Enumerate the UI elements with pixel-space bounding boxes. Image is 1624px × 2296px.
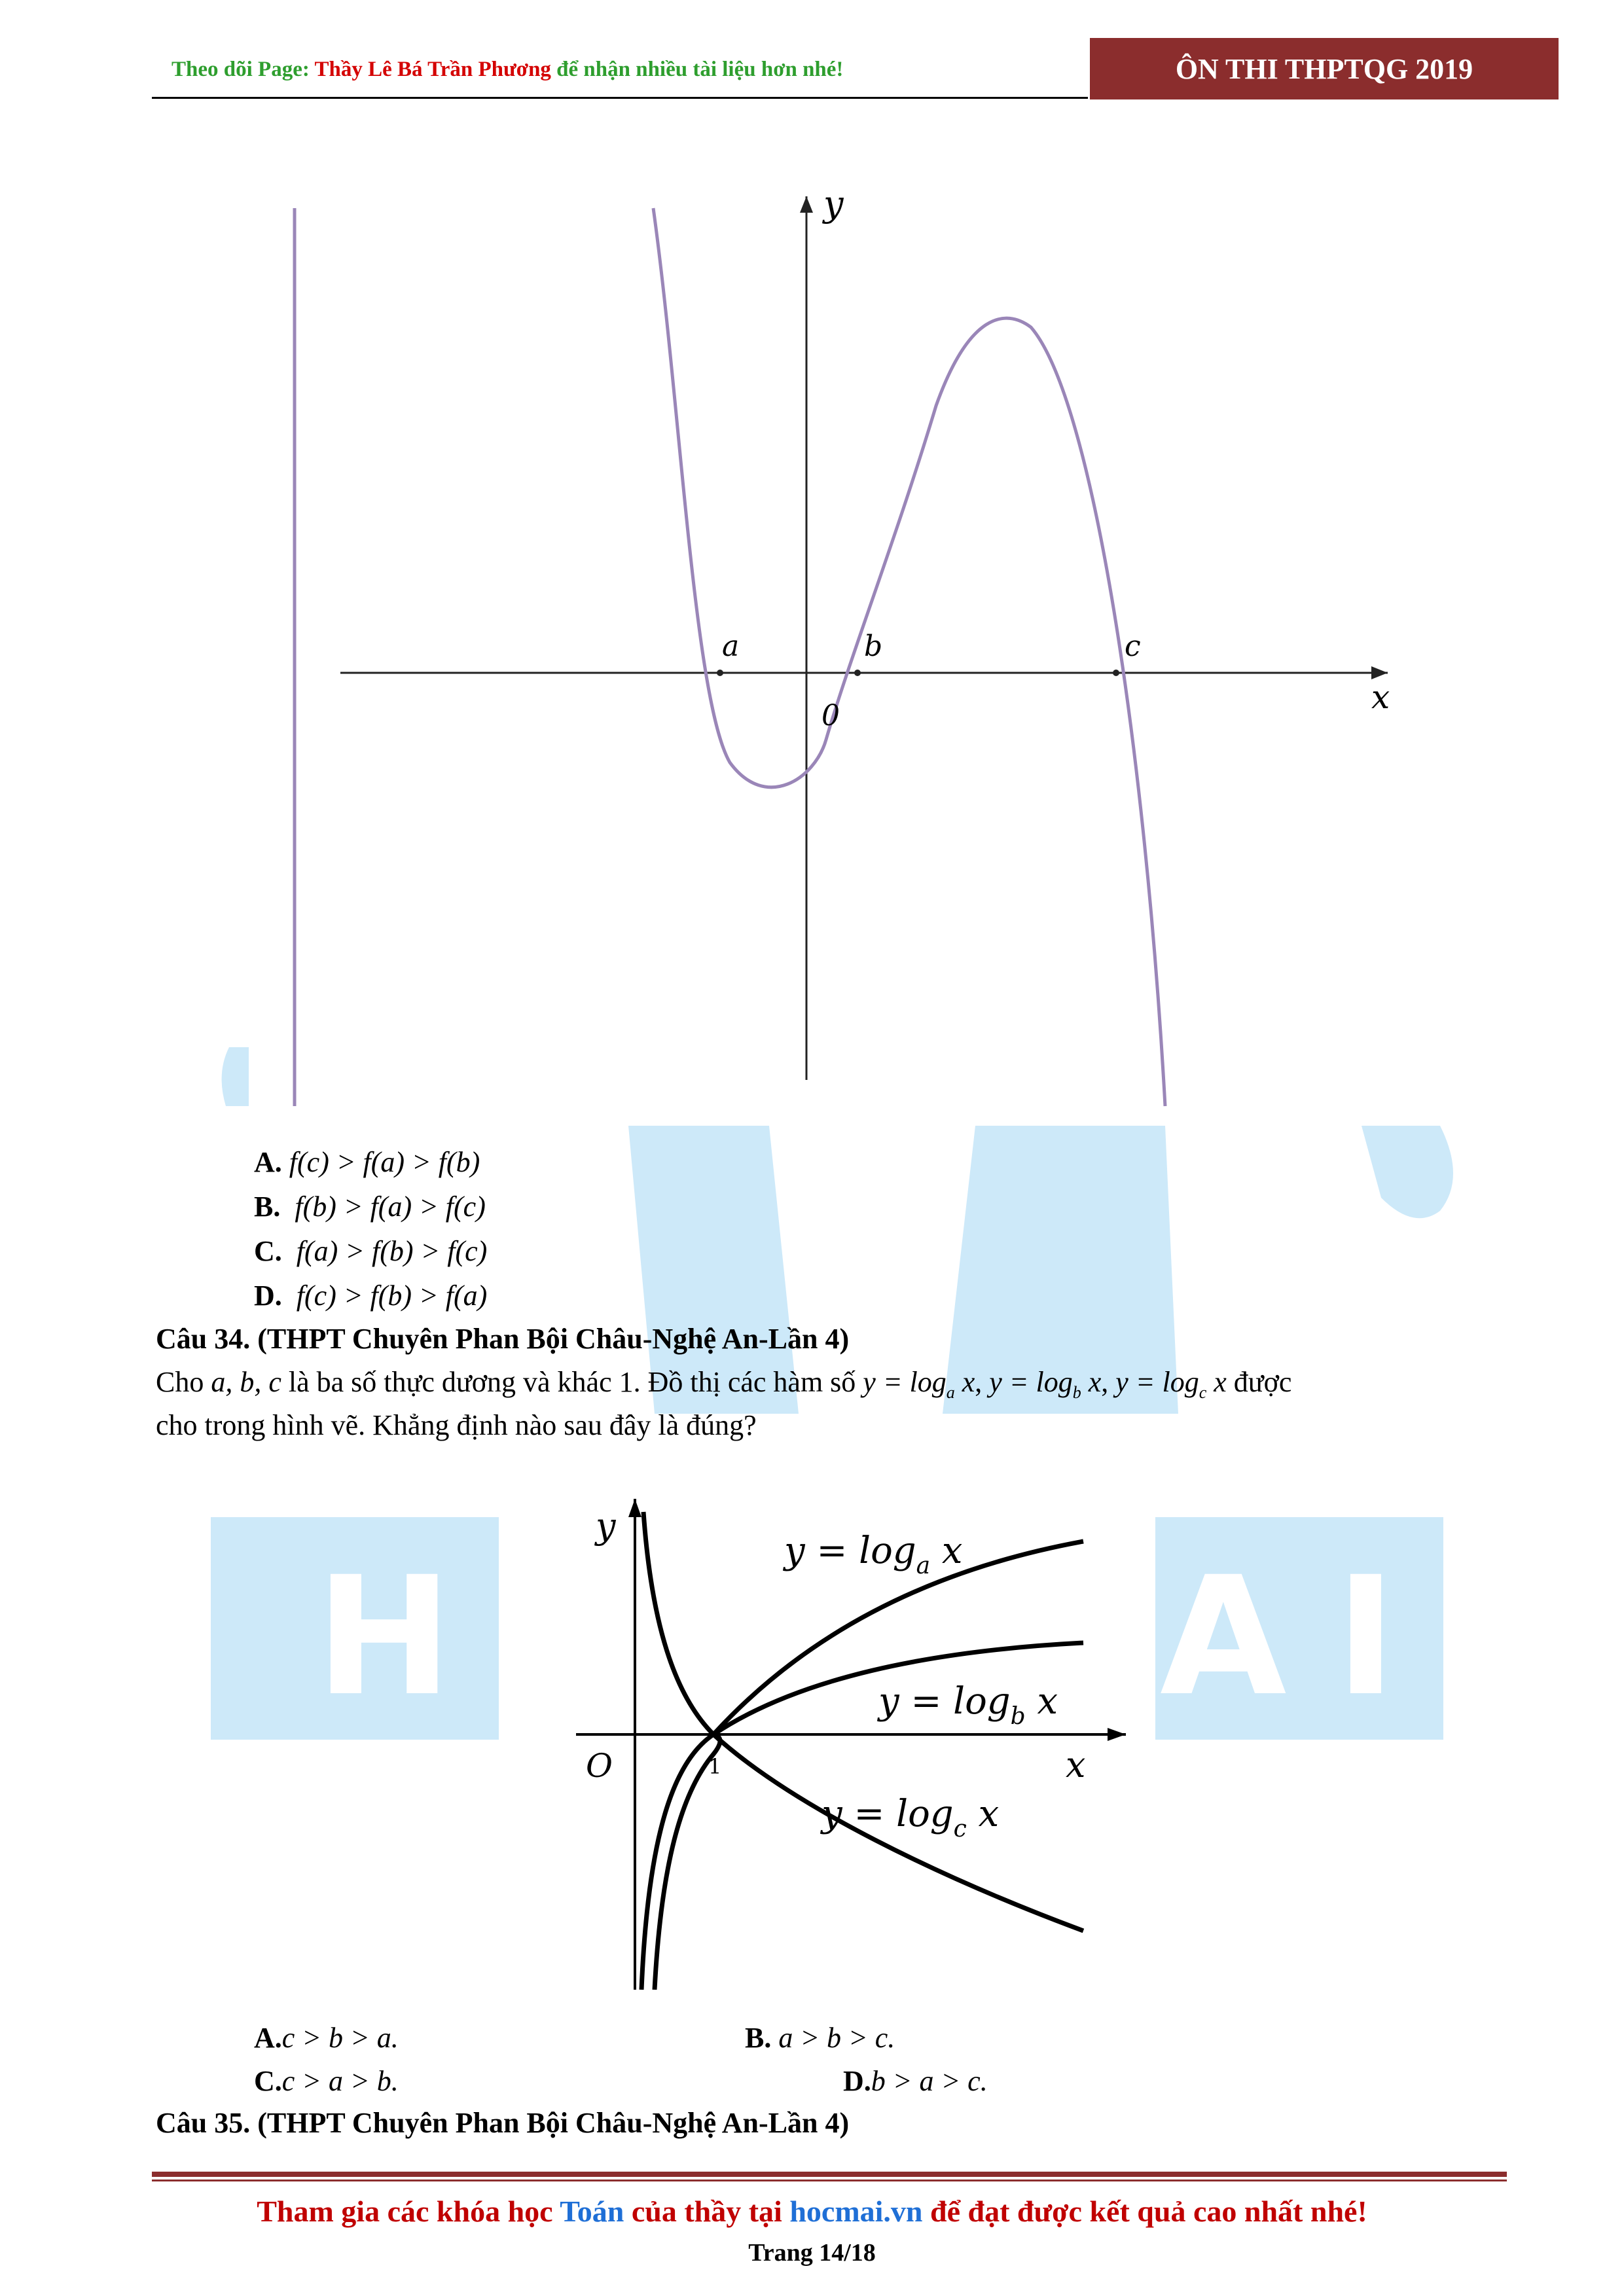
footer-text-2: của thầy tại bbox=[624, 2195, 790, 2228]
q34-option-d bbox=[843, 2064, 988, 2098]
watermark-letter-i: I bbox=[1335, 1541, 1397, 1732]
q34-base-c: c bbox=[1199, 1382, 1207, 1402]
footer-promo bbox=[0, 2194, 1624, 2229]
footer-text-3: để đạt được kết quả cao nhất nhé! bbox=[922, 2195, 1367, 2228]
q34-option-b-letter: B. bbox=[745, 2022, 772, 2054]
q33-option-c-letter: C. bbox=[254, 1235, 282, 1267]
label-log-a-prefix: y = log bbox=[784, 1530, 916, 1572]
q34-option-c bbox=[254, 2064, 399, 2098]
label-log-b bbox=[876, 1680, 1058, 1730]
origin-label: O bbox=[586, 1747, 613, 1785]
q34-func-c-arg: x bbox=[1206, 1366, 1227, 1398]
x-axis-arrow bbox=[1108, 1728, 1126, 1741]
label-log-b-arg: x bbox=[1025, 1680, 1058, 1723]
watermark-letter-a: A bbox=[1160, 1541, 1287, 1732]
q35-title: Câu 35. (THPT Chuyên Phan Bội Châu-Nghệ An-Lần 4) bbox=[156, 2107, 850, 2139]
label-log-b-base: b bbox=[1010, 1703, 1026, 1730]
y-axis-label: y bbox=[596, 1505, 616, 1547]
q34-option-d-text: b > a > c. bbox=[871, 2065, 988, 2097]
q33-option-a-text: f(c) > f(a) > f(b) bbox=[289, 1146, 480, 1178]
q34-option-a bbox=[254, 2021, 399, 2054]
footer-rule-thick bbox=[152, 2172, 1507, 2177]
label-log-c bbox=[820, 1793, 999, 1842]
label-log-c-base: c bbox=[953, 1816, 967, 1842]
y-axis-arrow bbox=[628, 1499, 641, 1517]
label-a: a bbox=[722, 630, 740, 663]
footer-rule-thin bbox=[152, 2179, 1507, 2181]
q34-option-a-text: c > b > a. bbox=[281, 2022, 399, 2054]
q34-text-a: Cho bbox=[156, 1366, 211, 1398]
footer-site-link[interactable]: hocmai.vn bbox=[789, 2195, 923, 2228]
q34-vars: a, b, c bbox=[211, 1366, 281, 1398]
label-log-b-prefix: y = log bbox=[878, 1680, 1011, 1723]
q34-func-a-arg: x bbox=[954, 1366, 975, 1398]
footer-subject: Toán bbox=[560, 2195, 624, 2228]
label-log-a bbox=[782, 1530, 963, 1579]
q33-option-a-letter: A. bbox=[254, 1146, 282, 1178]
label-log-a-arg: x bbox=[930, 1530, 963, 1572]
q34-option-c-letter: C. bbox=[254, 2065, 282, 2097]
q33-option-b-text: f(b) > f(a) > f(c) bbox=[295, 1191, 486, 1223]
q34-line1: Cho a, b, c là ba số thực dương và khác 1. Đồ thị các hàm số $y = \log_a x$, $y = \log_b x$, $y = \log_c x$ được bbox=[156, 1366, 1292, 1402]
q34-func-b-prefix: y = log bbox=[989, 1366, 1073, 1398]
q34-option-b bbox=[745, 2021, 895, 2054]
page-number: Trang 14/18 bbox=[748, 2239, 876, 2267]
y-axis-label: y bbox=[823, 183, 844, 224]
teacher-name: Thầy Lê Bá Trần Phương bbox=[314, 58, 551, 81]
q33-option-d-letter: D. bbox=[254, 1280, 282, 1312]
q33-option-b-letter: B. bbox=[254, 1191, 281, 1223]
q34-text-b: là ba số thực dương và khác 1. Đồ thị các hàm số bbox=[281, 1366, 863, 1398]
x-axis-label: x bbox=[1371, 678, 1390, 716]
label-b: b bbox=[864, 630, 883, 663]
q33-option-c-text: f(a) > f(b) > f(c) bbox=[296, 1235, 488, 1267]
q34-text-c: được bbox=[1226, 1366, 1292, 1398]
q34-func-b-arg: x bbox=[1081, 1366, 1102, 1398]
footer-text-1: Tham gia các khóa học bbox=[257, 2195, 560, 2228]
watermark-letter-h: H bbox=[316, 1541, 453, 1732]
q34-title: Câu 34. (THPT Chuyên Phan Bội Châu-Nghệ An-Lần 4) bbox=[156, 1323, 850, 1355]
q34-func-c-prefix: y = log bbox=[1115, 1366, 1199, 1398]
q34-option-c-text: c > a > b. bbox=[281, 2065, 399, 2097]
origin-label: 0 bbox=[821, 699, 840, 732]
follow-prefix: Theo dõi Page: bbox=[171, 58, 315, 81]
q34-base-b: b bbox=[1072, 1382, 1081, 1402]
follow-suffix: để nhận nhiều tài liệu hơn nhé! bbox=[550, 58, 844, 81]
q34-line2: cho trong hình vẽ. Khẳng định nào sau đây là đúng? bbox=[156, 1409, 757, 1441]
q33-option-d-text: f(c) > f(b) > f(a) bbox=[296, 1280, 488, 1312]
q34-option-b-text: a > b > c. bbox=[778, 2022, 895, 2054]
label-log-a-base: a bbox=[916, 1552, 931, 1579]
one-label: 1 bbox=[708, 1754, 722, 1779]
label-c: c bbox=[1125, 630, 1141, 663]
exam-badge: ÔN THI THPTQG 2019 bbox=[1090, 38, 1559, 99]
q34-option-a-letter: A. bbox=[254, 2022, 282, 2054]
label-log-c-arg: x bbox=[966, 1793, 1000, 1835]
q34-func-a-prefix: y = log bbox=[863, 1366, 947, 1398]
q34-base-a: a bbox=[946, 1382, 955, 1402]
label-log-c-prefix: y = log bbox=[821, 1793, 954, 1835]
x-axis-label: x bbox=[1066, 1744, 1086, 1785]
q34-option-d-letter: D. bbox=[843, 2065, 871, 2097]
